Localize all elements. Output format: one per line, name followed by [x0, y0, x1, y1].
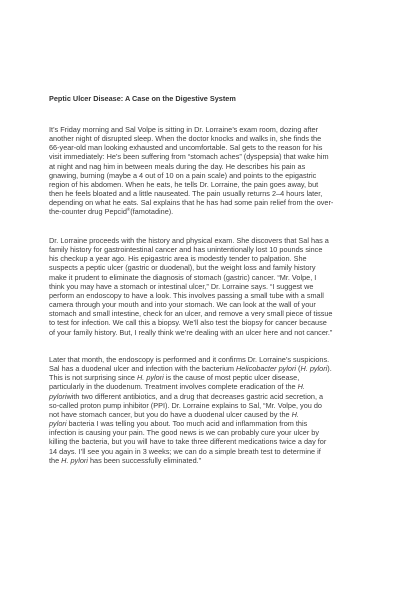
text-line: so-called proton pump inhibitor (PPI). Dr. Lorraine explains to Sal, “Mr. Volpe, you do: [49, 400, 322, 410]
text-run: Sal has a duodenal ulcer and infection with the bacterium: [49, 364, 236, 374]
text-run: (: [296, 364, 301, 374]
text-line: of your family history. But, I really think we’re dealing with an ulcer here and not cancer.”: [49, 327, 333, 337]
text-line: suspects a peptic ulcer (gastric or duodenal), but the weight loss and family history: [49, 263, 316, 273]
text-line: at night and nag him in between meals during the day. He describes his pain as: [49, 161, 306, 171]
italic-term: H. pylori: [137, 373, 164, 383]
text-line: [49, 373, 365, 382]
text-run: bacteria I was telling you about. Too much acid and inflammation from this: [66, 419, 308, 429]
italic-term: H. pylori: [61, 455, 88, 465]
text-line: [49, 419, 365, 428]
text-line: 66-year-old man looking exhausted and uncomfortable. Sal gets to the reason for his: [49, 143, 323, 153]
text-run: with two different antibiotics, and a drug that decreases gastric acid secretion, a: [66, 391, 324, 401]
text-line: [49, 392, 365, 401]
text-line: to test for infection. We call this a biopsy. We’ll also test the biopsy for cancer because: [49, 318, 327, 328]
italic-term: H.: [291, 409, 299, 419]
italic-term: H.: [297, 382, 305, 392]
text-run: ).: [327, 364, 332, 374]
text-line: [49, 207, 365, 216]
text-run: is the cause of most peptic ulcer disease,: [163, 373, 300, 383]
text-line: [49, 410, 365, 419]
paragraph-2: [49, 236, 365, 337]
text-run: particularly in the duodenum. Treatment involves complete eradication of the: [49, 382, 298, 392]
text-run: the-counter drug Pepcid: [49, 207, 127, 217]
text-line: [49, 382, 365, 391]
text-line: Dr. Lorraine proceeds with the history and physical exam. She discovers that Sal has a: [49, 236, 329, 245]
text-line: family history for gastrointestinal cancer and has unintentionally lost 10 pounds since: [49, 245, 323, 255]
text-line: infection is causing your pain. The good news is we can probably cure your ulcer by: [49, 428, 319, 438]
paragraph-3: [49, 355, 365, 465]
text-line: 14 days. I’ll see you again in 3 weeks; we can do a simple breath test to determine if: [49, 446, 321, 456]
text-line: [49, 456, 365, 465]
text-line: It’s Friday morning and Sal Volpe is sitting in Dr. Lorraine’s exam room, dozing after: [49, 125, 319, 134]
text-line: another night of disrupted sleep. When the doctor knocks and walks in, she finds the: [49, 134, 322, 144]
registered-mark: ®: [126, 207, 131, 213]
text-line: camera through your mouth and into your stomach. We can look at the wall of your: [49, 300, 316, 310]
text-run: has been successfully eliminated.”: [87, 455, 202, 465]
italic-term: Helicobacter pylori: [236, 364, 297, 374]
italic-term: H. pylori: [300, 364, 328, 374]
text-line: depending on what he eats. Sal explains that he has had some pain relief from the over-: [49, 198, 334, 208]
text-line: gnawing, burning (maybe a 4 out of 10 on a pain scale) and points to the epigastric: [49, 170, 317, 180]
text-run: the: [49, 455, 62, 465]
text-line: visit immediately: He’s been suffering from “stomach aches” (dyspepsia) that wake him: [49, 152, 329, 162]
text-line: killing the bacteria, but you will have to take three different medications twice a day for: [49, 437, 327, 447]
text-line: make it prudent to eliminate the diagnosis of stomach (gastric) cancer. “Mr. Volpe, I: [49, 272, 317, 282]
text-run: not have stomach cancer, but you do have a duodenal ulcer caused by the: [49, 409, 292, 419]
text-line: stomach and small intestine, check for an ulcer, and remove a very small piece of tissue: [49, 309, 333, 319]
text-line: then he feels bloated and a little nauseated. The pain usually returns 2–4 hours later,: [49, 189, 323, 199]
text-line: think you may have a stomach or intestinal ulcer,” Dr. Lorraine says. “I suggest we: [49, 281, 314, 291]
italic-term: pylori: [49, 391, 67, 401]
paragraph-1: [49, 125, 365, 217]
text-run: (famotadine).: [130, 207, 174, 217]
text-line: [49, 364, 365, 373]
text-line: region of his abdomen. When he eats, he tells Dr. Lorraine, the pain goes away, but: [49, 179, 319, 189]
text-line: his checkup a year ago. His epigastric area is modestly tender to palpation. She: [49, 254, 307, 264]
text-line: perform an endoscopy to have a look. This involves passing a small tube with a small: [49, 290, 324, 300]
text-run: This is not surprising since: [49, 373, 138, 383]
italic-term: pylori: [49, 419, 67, 429]
document-title: Peptic Ulcer Disease: A Case on the Digestive System: [49, 94, 236, 103]
text-line: Later that month, the endoscopy is performed and it confirms Dr. Lorraine’s suspicions.: [49, 355, 330, 364]
